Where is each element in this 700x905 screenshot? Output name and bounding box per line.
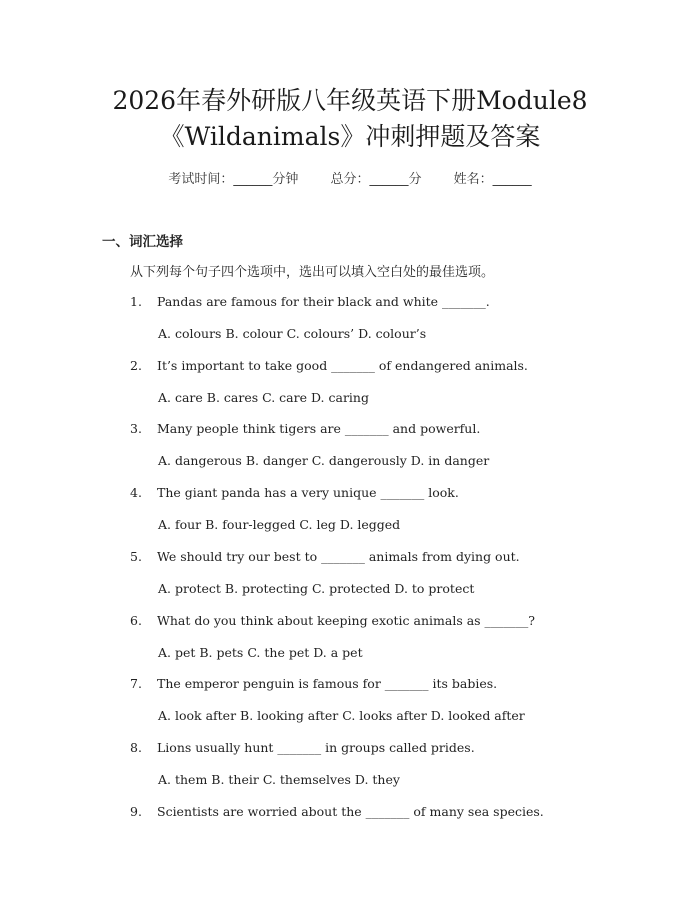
question-number: 1. <box>130 294 142 309</box>
question-text: The emperor penguin is famous for _______ its babies. <box>157 676 498 692</box>
question-text: Scientists are worried about the _______ of many sea species. <box>157 803 544 819</box>
question-options: A. dangerous B. danger C. dangerously D. in danger <box>158 453 490 469</box>
question-options: A. look after B. looking after C. looks after D. looked after <box>158 708 525 724</box>
question-text: Lions usually hunt _______ in groups called prides. <box>157 739 475 755</box>
question-options: A. care B. cares C. care D. caring <box>158 389 369 405</box>
exam-meta <box>0 168 700 187</box>
exam-score: 总分：______分 <box>330 172 422 187</box>
question-options: A. pet B. pets C. the pet D. a pet <box>158 644 363 660</box>
exam-name: 姓名：______ <box>453 172 532 187</box>
question-options: A. four B. four-legged C. leg D. legged <box>158 517 401 533</box>
question-number: 7. <box>130 676 142 692</box>
question-number: 2. <box>130 357 142 373</box>
question-number: 6. <box>130 612 142 628</box>
question-item <box>130 358 528 373</box>
section-heading: 一、词汇选择 <box>102 234 183 250</box>
question-text: The giant panda has a very unique _______ look. <box>157 485 459 501</box>
question-number: 3. <box>130 421 142 437</box>
question-item <box>130 613 535 628</box>
question-item <box>130 549 520 564</box>
question-item <box>130 740 475 755</box>
question-options: A. them B. their C. themselves D. they <box>158 771 400 787</box>
question-number: 8. <box>130 739 142 755</box>
question-text: Pandas are famous for their black and white _______. <box>157 294 490 309</box>
section-instruction: 从下列每个句子四个选项中，选出可以填入空白处的最佳选项。 <box>130 265 495 280</box>
question-options: A. colours B. colour C. colours’ D. colour’s <box>158 326 427 341</box>
question-text: We should try our best to _______ animals from dying out. <box>157 548 520 564</box>
question-text: What do you think about keeping exotic animals as _______? <box>157 612 536 628</box>
question-number: 4. <box>130 485 142 501</box>
question-text: It’s important to take good _______ of endangered animals. <box>157 357 528 373</box>
question-number: 9. <box>130 803 142 819</box>
question-item <box>130 485 459 500</box>
question-number: 5. <box>130 548 142 564</box>
document-title-line1: 2026年春外研版八年级英语下册Module8 <box>112 86 588 115</box>
question-options: A. protect B. protecting C. protected D. to protect <box>158 580 475 596</box>
question-item <box>130 804 544 819</box>
question-item <box>130 421 480 436</box>
question-item <box>130 294 490 309</box>
exam-time: 考试时间：______分钟 <box>168 172 299 187</box>
question-text: Many people think tigers are _______ and powerful. <box>157 421 481 437</box>
question-item <box>130 676 497 691</box>
document-title-line2: 《Wildanimals》冲刺押题及答案 <box>159 122 541 151</box>
